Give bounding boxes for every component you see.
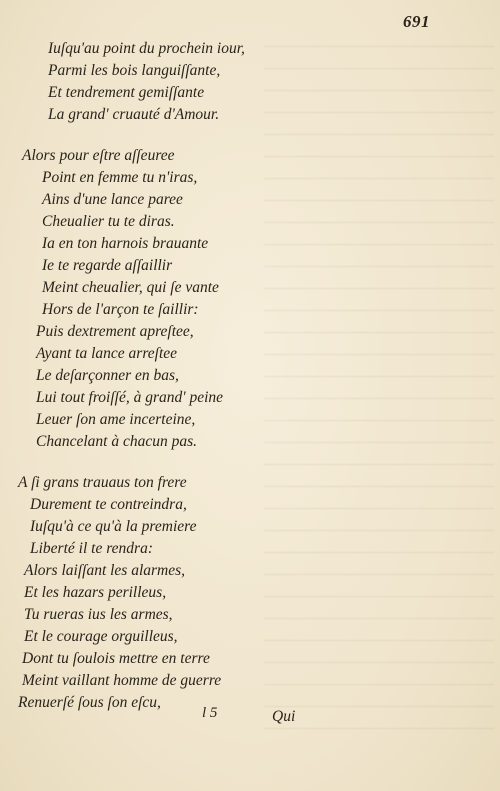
verse-line: Et les hazars perilleus, — [24, 584, 167, 601]
verse-line: Liberté il te rendra: — [30, 540, 153, 557]
show-through-text — [264, 30, 494, 730]
verse-line: Iuſqu'au point du prochein iour, — [48, 40, 245, 57]
verse-line: Leuer ſon ame incerteine, — [36, 411, 196, 428]
verse-line: Cheualier tu te diras. — [42, 213, 175, 230]
verse-line: Et le courage orguilleus, — [24, 628, 178, 645]
verse-line: Tu rueras ius les armes, — [24, 606, 173, 623]
verse-line: Lui tout froiſſé, à grand' peine — [36, 389, 224, 406]
page-number: 691 — [403, 12, 430, 31]
verse-line: Le deſarçonner en bas, — [36, 367, 179, 384]
verse-line: Durement te contreindra, — [30, 496, 187, 513]
verse-line: Ains d'une lance paree — [42, 191, 183, 208]
verse-line: Parmi les bois languiſſante, — [48, 62, 221, 79]
verse-line: Meint vaillant homme de guerre — [22, 672, 222, 689]
verse-line: Iuſqu'à ce qu'à la premiere — [30, 518, 197, 535]
catchword: Qui — [272, 708, 296, 725]
signature-mark: l 5 — [202, 705, 218, 721]
verse-line: Chancelant à chacun pas. — [36, 433, 198, 450]
verse-line: Meint cheualier, qui ſe vante — [42, 279, 219, 296]
verse-line: Et tendrement gemiſſante — [48, 84, 205, 101]
verse-line: A ſi grans trauaus ton frere — [18, 474, 187, 491]
verse-line: La grand' cruauté d'Amour. — [48, 106, 220, 123]
verse-line: Dont tu ſoulois mettre en terre — [22, 650, 210, 667]
verse-line: Ayant ta lance arreſtee — [36, 345, 178, 362]
verse-line: Ia en ton harnois brauante — [42, 235, 209, 252]
verse-line: Hors de l'arçon te ſaillir: — [42, 301, 199, 318]
verse-line: Renuerſé ſous ſon eſcu, — [18, 694, 161, 711]
verse-line: Alors pour eſtre aſſeuree — [22, 147, 175, 164]
verse-line: Ie te regarde aſſaillir — [42, 257, 173, 274]
verse-line: Point en femme tu n'iras, — [42, 169, 198, 186]
verse-line: Puis dextrement apreſtee, — [36, 323, 194, 340]
verse-line: Alors laiſſant les alarmes, — [24, 562, 186, 579]
